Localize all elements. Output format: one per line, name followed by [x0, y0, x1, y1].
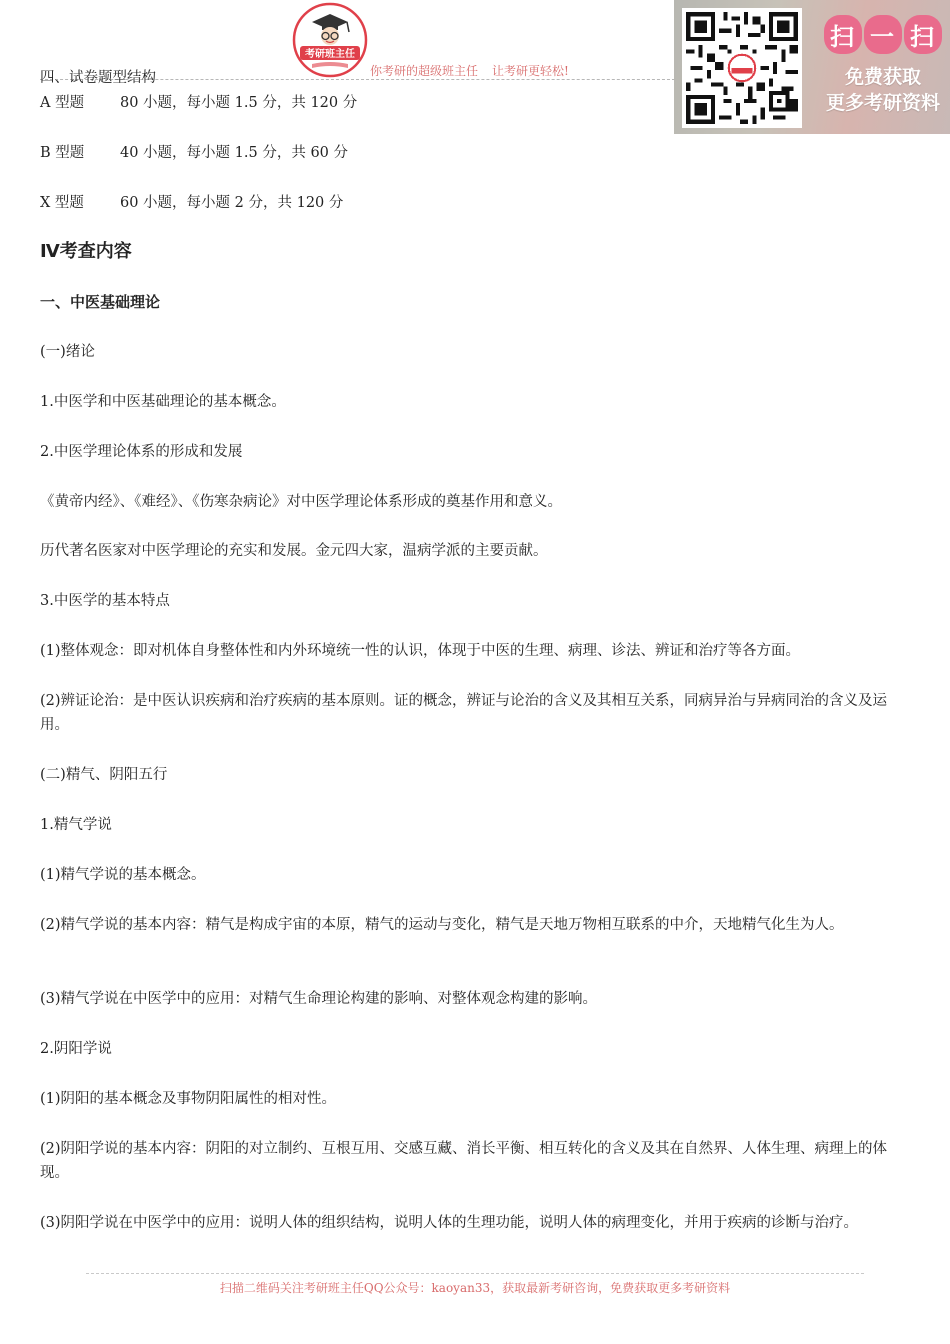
body-paragraph: (2)精气学说的基本内容：精气是构成宇宙的本原，精气的运动与变化，精气是天地万物相互联系的中介，天地精气化生为人。	[40, 917, 844, 933]
qr-code-icon	[682, 8, 802, 128]
subsection-heading: (一)绪论	[40, 344, 95, 360]
body-paragraph: 2.中医学理论体系的形成和发展	[40, 444, 243, 460]
part-heading-tcm-theory: 一、中医基础理论	[40, 293, 161, 311]
body-paragraph: 3.中医学的基本特点	[40, 593, 170, 609]
scan-label	[820, 15, 946, 54]
promo-line-1: 免费获取	[844, 66, 921, 88]
scan-char-1: 扫	[824, 15, 862, 54]
promo-banner	[674, 0, 950, 134]
body-paragraph: (1)阴阳的基本概念及事物阴阳属性的相对性。	[40, 1091, 337, 1107]
question-type-desc: 60 小题，每小题 2 分，共 120 分	[120, 195, 344, 211]
question-type-row	[40, 191, 343, 215]
body-paragraph: (1)精气学说的基本概念。	[40, 867, 206, 883]
section-heading-exam-structure: 四、试卷题型结构	[40, 70, 156, 86]
question-type-label: B 型题	[40, 145, 85, 161]
body-paragraph: (3)阴阳学说在中医学中的应用：说明人体的组织结构，说明人体的生理功能，说明人体的病理变化，并用于疾病的诊断与治疗。	[40, 1215, 859, 1231]
body-paragraph: 历代著名医家对中医学理论的充实和发展。金元四大家，温病学派的主要贡献。	[40, 543, 548, 559]
body-paragraph: 2.阴阳学说	[40, 1041, 112, 1057]
tagline-right: 让考研更轻松!	[492, 64, 569, 78]
logo-icon	[292, 2, 368, 78]
scan-char-2: 一	[864, 15, 902, 54]
logo-text: 考研班主任	[305, 49, 355, 60]
footer-divider	[86, 1273, 864, 1274]
question-type-label: X 型题	[40, 195, 84, 211]
tagline-left: 你考研的超级班主任	[370, 64, 479, 78]
subsection-heading: (二)精气、阴阳五行	[40, 767, 168, 783]
body-paragraph: (2)阴阳学说的基本内容：阴阳的对立制约、互根互用、交感互藏、消长平衡、相互转化的含义及其在自然界、人体生理、病理上的体现。	[40, 1141, 888, 1181]
body-paragraph: 《黄帝内经》、《难经》、《伤寒杂病论》对中医学理论体系形成的奠基作用和意义。	[40, 494, 562, 510]
question-type-label: A 型题	[40, 95, 85, 111]
question-type-row	[40, 141, 348, 165]
question-type-desc: 40 小题，每小题 1.5 分，共 60 分	[120, 145, 349, 161]
scan-char-3: 扫	[904, 15, 942, 54]
promo-line-2: 更多考研资料	[825, 92, 940, 114]
section-heading-content: Ⅳ考查内容	[40, 241, 132, 262]
question-type-desc: 80 小题，每小题 1.5 分，共 120 分	[120, 95, 358, 111]
body-paragraph: (1)整体观念：即对机体自身整体性和内外环境统一性的认识，体现于中医的生理、病理、诊法、辨证和治疗等各方面。	[40, 643, 801, 659]
body-paragraph: (3)精气学说在中医学中的应用：对精气生命理论构建的影响、对整体观念构建的影响。	[40, 991, 598, 1007]
body-paragraph: (2)辨证论治：是中医认识疾病和治疗疾病的基本原则。证的概念，辨证与论治的含义及其相互关系，同病异治与异病同治的含义及运用。	[40, 693, 888, 733]
question-type-row	[40, 91, 357, 115]
header-tagline	[370, 62, 583, 79]
body-paragraph: 1.中医学和中医基础理论的基本概念。	[40, 394, 286, 410]
footer-notice: 扫描二维码关注考研班主任QQ公众号：kaoyan33，获取最新考研咨询，免费获取更多考研资料	[219, 1281, 731, 1295]
body-paragraph: 1.精气学说	[40, 817, 112, 833]
